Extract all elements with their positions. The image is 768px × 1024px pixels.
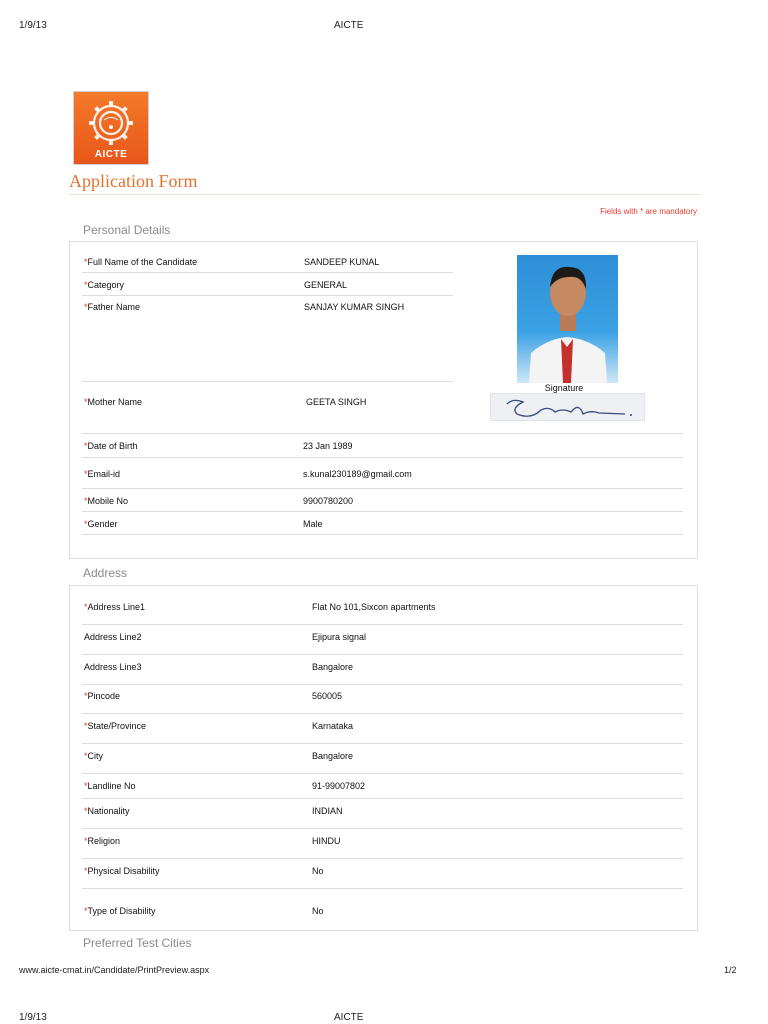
row-divider — [82, 684, 683, 685]
label-mobile: *Mobile No — [84, 496, 129, 506]
personal-details-title: Personal Details — [83, 223, 171, 237]
print-date: 1/9/13 — [19, 20, 47, 31]
value-category: GENERAL — [304, 280, 348, 290]
label-nationality: *Nationality — [84, 806, 130, 816]
label-landline: *Landline No — [84, 781, 136, 791]
label-category: *Category — [84, 280, 125, 290]
label-address-line2: Address Line2 — [84, 632, 142, 642]
row-divider — [82, 828, 683, 829]
logo-text: AICTE — [94, 149, 128, 160]
aicte-logo — [73, 91, 149, 165]
value-religion: HINDU — [312, 836, 341, 846]
row-divider — [82, 743, 683, 744]
print-title: AICTE — [334, 20, 364, 31]
value-physical-disability: No — [312, 866, 324, 876]
value-full-name: SANDEEP KUNAL — [304, 257, 380, 267]
value-date-of-birth: 23 Jan 1989 — [303, 441, 353, 451]
row-divider — [82, 624, 683, 625]
label-address-line3: Address Line3 — [84, 662, 142, 672]
mandatory-note: Fields with * are mandatory — [600, 207, 697, 216]
value-mother-name: GEETA SINGH — [306, 397, 367, 407]
next-page-title: AICTE — [334, 1012, 364, 1023]
signature-scribble — [491, 394, 646, 422]
value-mobile: 9900780200 — [303, 496, 354, 506]
value-nationality: INDIAN — [312, 806, 343, 816]
label-type-of-disability: *Type of Disability — [84, 906, 156, 916]
label-pincode: *Pincode — [84, 691, 121, 701]
signature-image — [490, 393, 645, 421]
label-date-of-birth: *Date of Birth — [84, 441, 138, 451]
value-gender: Male — [303, 519, 323, 529]
preferred-test-cities-title: Preferred Test Cities — [83, 936, 192, 950]
row-divider — [82, 534, 683, 535]
value-landline: 91-99007802 — [312, 781, 366, 791]
title-divider — [69, 194, 701, 195]
row-divider — [82, 858, 683, 859]
footer-page-number: 1/2 — [724, 965, 737, 975]
label-email: *Email-id — [84, 469, 121, 479]
page-title: Application Form — [69, 171, 198, 191]
row-divider — [82, 713, 683, 714]
value-email: s.kunal230189@gmail.com — [303, 469, 412, 479]
next-page-date: 1/9/13 — [19, 1012, 47, 1023]
value-pincode: 560005 — [312, 691, 343, 701]
label-state: *State/Province — [84, 721, 147, 731]
row-divider — [82, 488, 683, 489]
label-physical-disability: *Physical Disability — [84, 866, 160, 876]
row-divider — [82, 654, 683, 655]
label-full-name: *Full Name of the Candidate — [84, 257, 198, 267]
candidate-photo-image — [517, 255, 618, 383]
row-divider — [82, 457, 683, 458]
row-divider — [82, 381, 453, 382]
value-state: Karnataka — [312, 721, 354, 731]
label-gender: *Gender — [84, 519, 118, 529]
address-panel — [69, 585, 698, 931]
gear-emblem-icon — [74, 94, 148, 150]
row-divider — [82, 295, 453, 296]
label-religion: *Religion — [84, 836, 121, 846]
row-divider — [82, 798, 683, 799]
footer-url: www.aicte-cmat.in/Candidate/PrintPreview.aspx — [19, 965, 210, 975]
value-address-line2: Ejipura signal — [312, 632, 367, 642]
value-address-line1: Flat No 101,Sixcon apartments — [312, 602, 436, 612]
row-divider — [82, 272, 453, 273]
value-type-of-disability: No — [312, 906, 324, 916]
label-address-line1: *Address Line1 — [84, 602, 146, 612]
row-divider — [82, 511, 683, 512]
label-mother-name: *Mother Name — [84, 397, 143, 407]
value-father-name: SANJAY KUMAR SINGH — [304, 302, 405, 312]
label-city: *City — [84, 751, 104, 761]
value-city: Bangalore — [312, 751, 354, 761]
signature-label: Signature — [544, 383, 584, 393]
value-address-line3: Bangalore — [312, 662, 354, 672]
label-father-name: *Father Name — [84, 302, 141, 312]
row-divider — [82, 773, 683, 774]
address-title: Address — [83, 566, 128, 580]
row-divider — [82, 433, 683, 434]
row-divider — [82, 888, 683, 889]
candidate-photo — [517, 255, 618, 383]
